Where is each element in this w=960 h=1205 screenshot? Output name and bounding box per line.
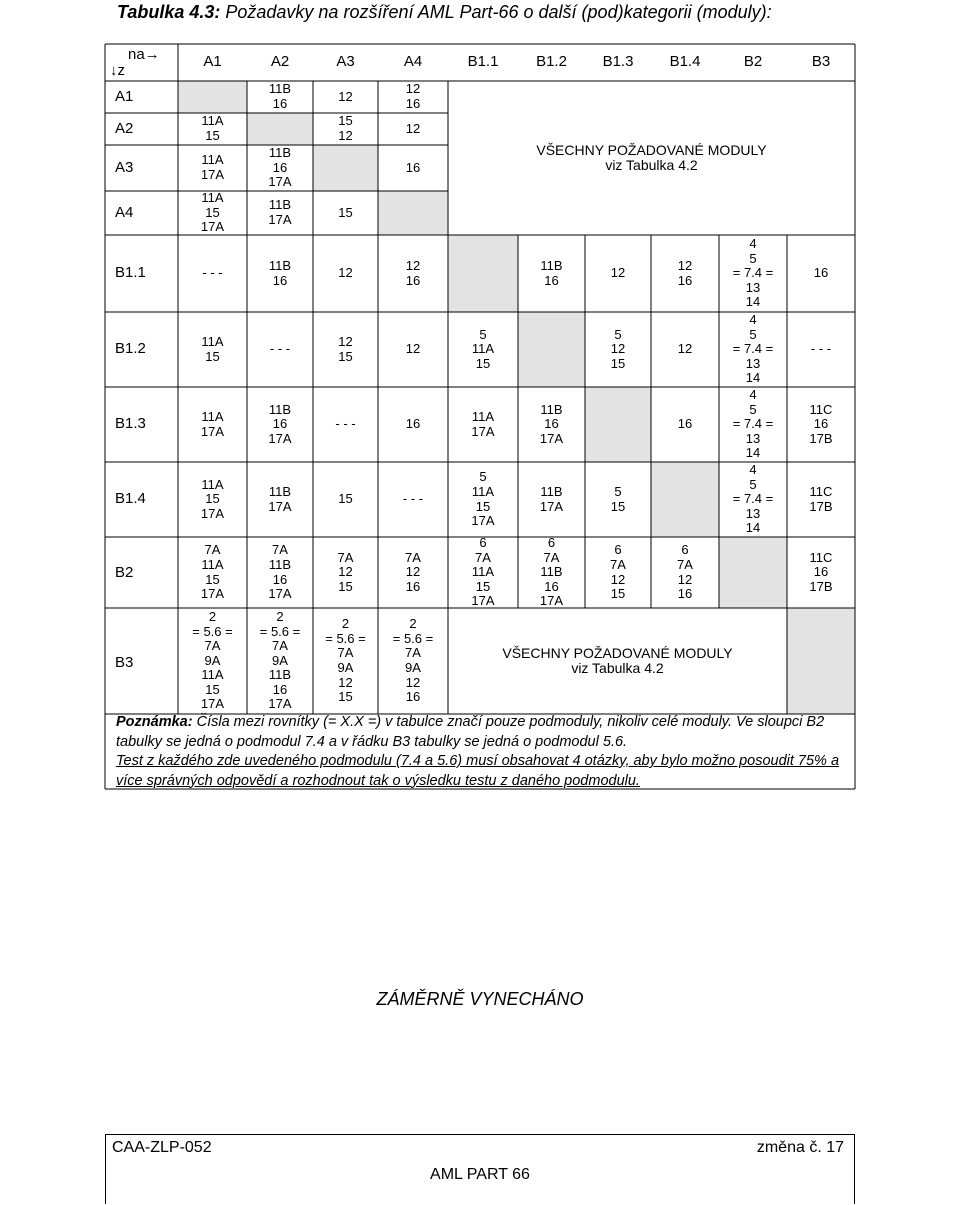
column-header-b12: B1.2 bbox=[536, 53, 567, 70]
cell-a1-a4: 12 16 bbox=[405, 81, 421, 111]
cell-a3-a2: 11B 16 17A bbox=[268, 145, 292, 190]
corner-to-label: na→ bbox=[128, 46, 160, 63]
note-label: Poznámka: bbox=[116, 714, 193, 730]
table-title-label: Tabulka 4.3: bbox=[117, 2, 221, 22]
note-line-1: Čísla mezi rovnítky (= X.X =) v tabulce značí pouze podmoduly, nikoliv celé moduly. Ve sloupci B2 tabulky se jedná o podmodul 7.4 a v řádku B3 tabulky se jedná o podmodul 5.6. bbox=[116, 714, 825, 750]
cell-a2-a4: 12 bbox=[405, 120, 421, 136]
corner-from-label: ↓z bbox=[110, 62, 125, 79]
cell-b11-b12: 11B 16 bbox=[540, 257, 563, 288]
cell-b2-a3: 7A 12 15 bbox=[337, 549, 354, 594]
cell-b11-b14: 12 16 bbox=[677, 257, 693, 288]
cell-b2-a2: 7A 11B 16 17A bbox=[268, 542, 292, 602]
cell-b13-a1: 11A 17A bbox=[200, 408, 225, 439]
cell-b11-a4: 12 16 bbox=[405, 257, 421, 288]
column-header-a4: A4 bbox=[403, 53, 423, 70]
footer-document-code: CAA-ZLP-052 bbox=[112, 1139, 212, 1156]
cell-b11-a3: 12 bbox=[338, 265, 353, 281]
cell-b13-a3: - - - bbox=[335, 416, 356, 432]
row-header-b3: B3 bbox=[115, 654, 134, 671]
all-modules-note-top: VŠECHNY POŽADOVANÉ MODULY viz Tabulka 4.2 bbox=[536, 142, 767, 173]
row-header-a4: A4 bbox=[115, 204, 134, 221]
cell-b13-b14: 16 bbox=[677, 416, 693, 432]
cell-b2-b12: 6 7A 11B 16 17A bbox=[539, 535, 564, 609]
cell-a2-a3: 15 12 bbox=[338, 113, 353, 143]
cell-b3-a2: 2 = 5.6 = 7A 9A 11B 16 17A bbox=[259, 608, 301, 712]
column-header-a1: A1 bbox=[203, 53, 222, 70]
cell-b2-a4: 7A 12 16 bbox=[405, 549, 421, 594]
cell-a1-a2: 11B 16 bbox=[268, 81, 292, 111]
footer-part-name: AML PART 66 bbox=[430, 1166, 530, 1183]
cell-a1-a3: 12 bbox=[338, 88, 353, 104]
column-header-b11: B1.1 bbox=[467, 53, 499, 70]
cell-b14-a4: - - - bbox=[402, 491, 424, 507]
column-header-a2: A2 bbox=[270, 53, 290, 70]
cell-b12-b3: - - - bbox=[810, 341, 832, 357]
cell-b12-b2: 4 5 = 7.4 = 13 14 bbox=[732, 312, 774, 386]
cell-b13-a4: 16 bbox=[405, 416, 421, 432]
cell-b13-b3: 11C 16 17B bbox=[809, 401, 833, 446]
cell-a4-a3: 15 bbox=[338, 204, 353, 220]
cell-b14-b12: 11B 17A bbox=[539, 483, 564, 514]
cell-b12-b11: 5 11A 15 bbox=[471, 326, 495, 371]
column-header-b2: B2 bbox=[743, 53, 763, 70]
row-header-a1: A1 bbox=[115, 88, 134, 105]
cell-b12-b13: 5 12 15 bbox=[610, 326, 626, 371]
table-title-text: Požadavky na rozšíření AML Part-66 o další (pod)kategorii (moduly): bbox=[220, 2, 772, 22]
intentionally-omitted-text: ZÁMĚRNĚ VYNECHÁNO bbox=[376, 989, 584, 1009]
table-note bbox=[116, 713, 851, 791]
cell-b11-a1: - - - bbox=[202, 265, 223, 281]
column-header-b3: B3 bbox=[811, 53, 831, 70]
note-line-2: Test z každého zde uvedeného podmodulu (7.4 a 5.6) musí obsahovat 4 otázky, aby bylo možno posoudit 75% a více správných odpovědí a rozhodnout tak o výsledku testu z daného podmodulu. bbox=[116, 753, 840, 789]
cell-b14-b13: 5 15 bbox=[610, 483, 626, 514]
cell-b3-a1: 2 = 5.6 = 7A 9A 11A 15 17A bbox=[192, 608, 233, 712]
cell-b13-b12: 11B 16 17A bbox=[539, 401, 564, 446]
all-modules-note-bottom: VŠECHNY POŽADOVANÉ MODULY viz Tabulka 4.2 bbox=[502, 645, 733, 676]
footer-change-number: změna č. 17 bbox=[756, 1139, 844, 1156]
cell-b2-b3: 11C 16 17B bbox=[809, 549, 833, 594]
cell-b14-b11: 5 11A 15 17A bbox=[471, 469, 495, 529]
column-header-a3: A3 bbox=[336, 53, 355, 70]
cell-b14-b2: 4 5 = 7.4 = 13 14 bbox=[732, 462, 774, 536]
cell-b12-a1: 11A 15 bbox=[201, 333, 224, 364]
row-header-b13: B1.3 bbox=[115, 415, 146, 432]
cell-a3-a4: 16 bbox=[405, 159, 421, 175]
cell-b14-b3: 11C 17B bbox=[809, 483, 833, 514]
row-header-a3: A3 bbox=[115, 159, 134, 176]
row-header-b12: B1.2 bbox=[115, 340, 146, 357]
cell-a4-a2: 11B 17A bbox=[268, 197, 292, 227]
column-header-b14: B1.4 bbox=[669, 53, 701, 70]
cell-b13-b2: 4 5 = 7.4 = 13 14 bbox=[732, 387, 774, 461]
cell-b13-a2: 11B 16 17A bbox=[268, 401, 292, 446]
cell-b2-b11: 6 7A 11A 15 17A bbox=[471, 535, 495, 609]
cell-b11-b2: 4 5 = 7.4 = 13 14 bbox=[732, 236, 774, 310]
cell-b12-b14: 12 bbox=[677, 341, 693, 357]
row-header-b11: B1.1 bbox=[115, 264, 146, 281]
cell-b2-b13: 6 7A 12 15 bbox=[610, 542, 626, 602]
cell-a3-a1: 11A 17A bbox=[200, 152, 225, 182]
cell-b2-b14: 6 7A 12 16 bbox=[677, 542, 693, 602]
cell-b13-b11: 11A 17A bbox=[471, 408, 495, 439]
cell-b3-a3: 2 = 5.6 = 7A 9A 12 15 bbox=[325, 616, 366, 705]
row-header-a2: A2 bbox=[115, 120, 134, 137]
cell-b14-a3: 15 bbox=[338, 491, 353, 507]
cell-b2-a1: 7A 11A 15 17A bbox=[200, 542, 225, 602]
cell-b11-b13: 12 bbox=[610, 265, 626, 281]
cell-b12-a3: 12 15 bbox=[338, 333, 353, 364]
cell-b3-a4: 2 = 5.6 = 7A 9A 12 16 bbox=[392, 616, 434, 705]
cell-b12-a2: - - - bbox=[269, 341, 291, 357]
cell-b11-b3: 16 bbox=[813, 265, 829, 281]
column-header-b13: B1.3 bbox=[602, 53, 634, 70]
row-header-b14: B1.4 bbox=[115, 490, 146, 507]
cell-b12-a4: 12 bbox=[405, 341, 421, 357]
row-header-b2: B2 bbox=[115, 564, 134, 581]
cell-a2-a1: 11A 15 bbox=[201, 113, 224, 143]
cell-b14-a2: 11B 17A bbox=[268, 483, 292, 514]
cell-b11-a2: 11B 16 bbox=[268, 257, 292, 288]
cell-a4-a1: 11A 15 17A bbox=[200, 190, 225, 235]
cell-b14-a1: 11A 15 17A bbox=[200, 476, 225, 521]
